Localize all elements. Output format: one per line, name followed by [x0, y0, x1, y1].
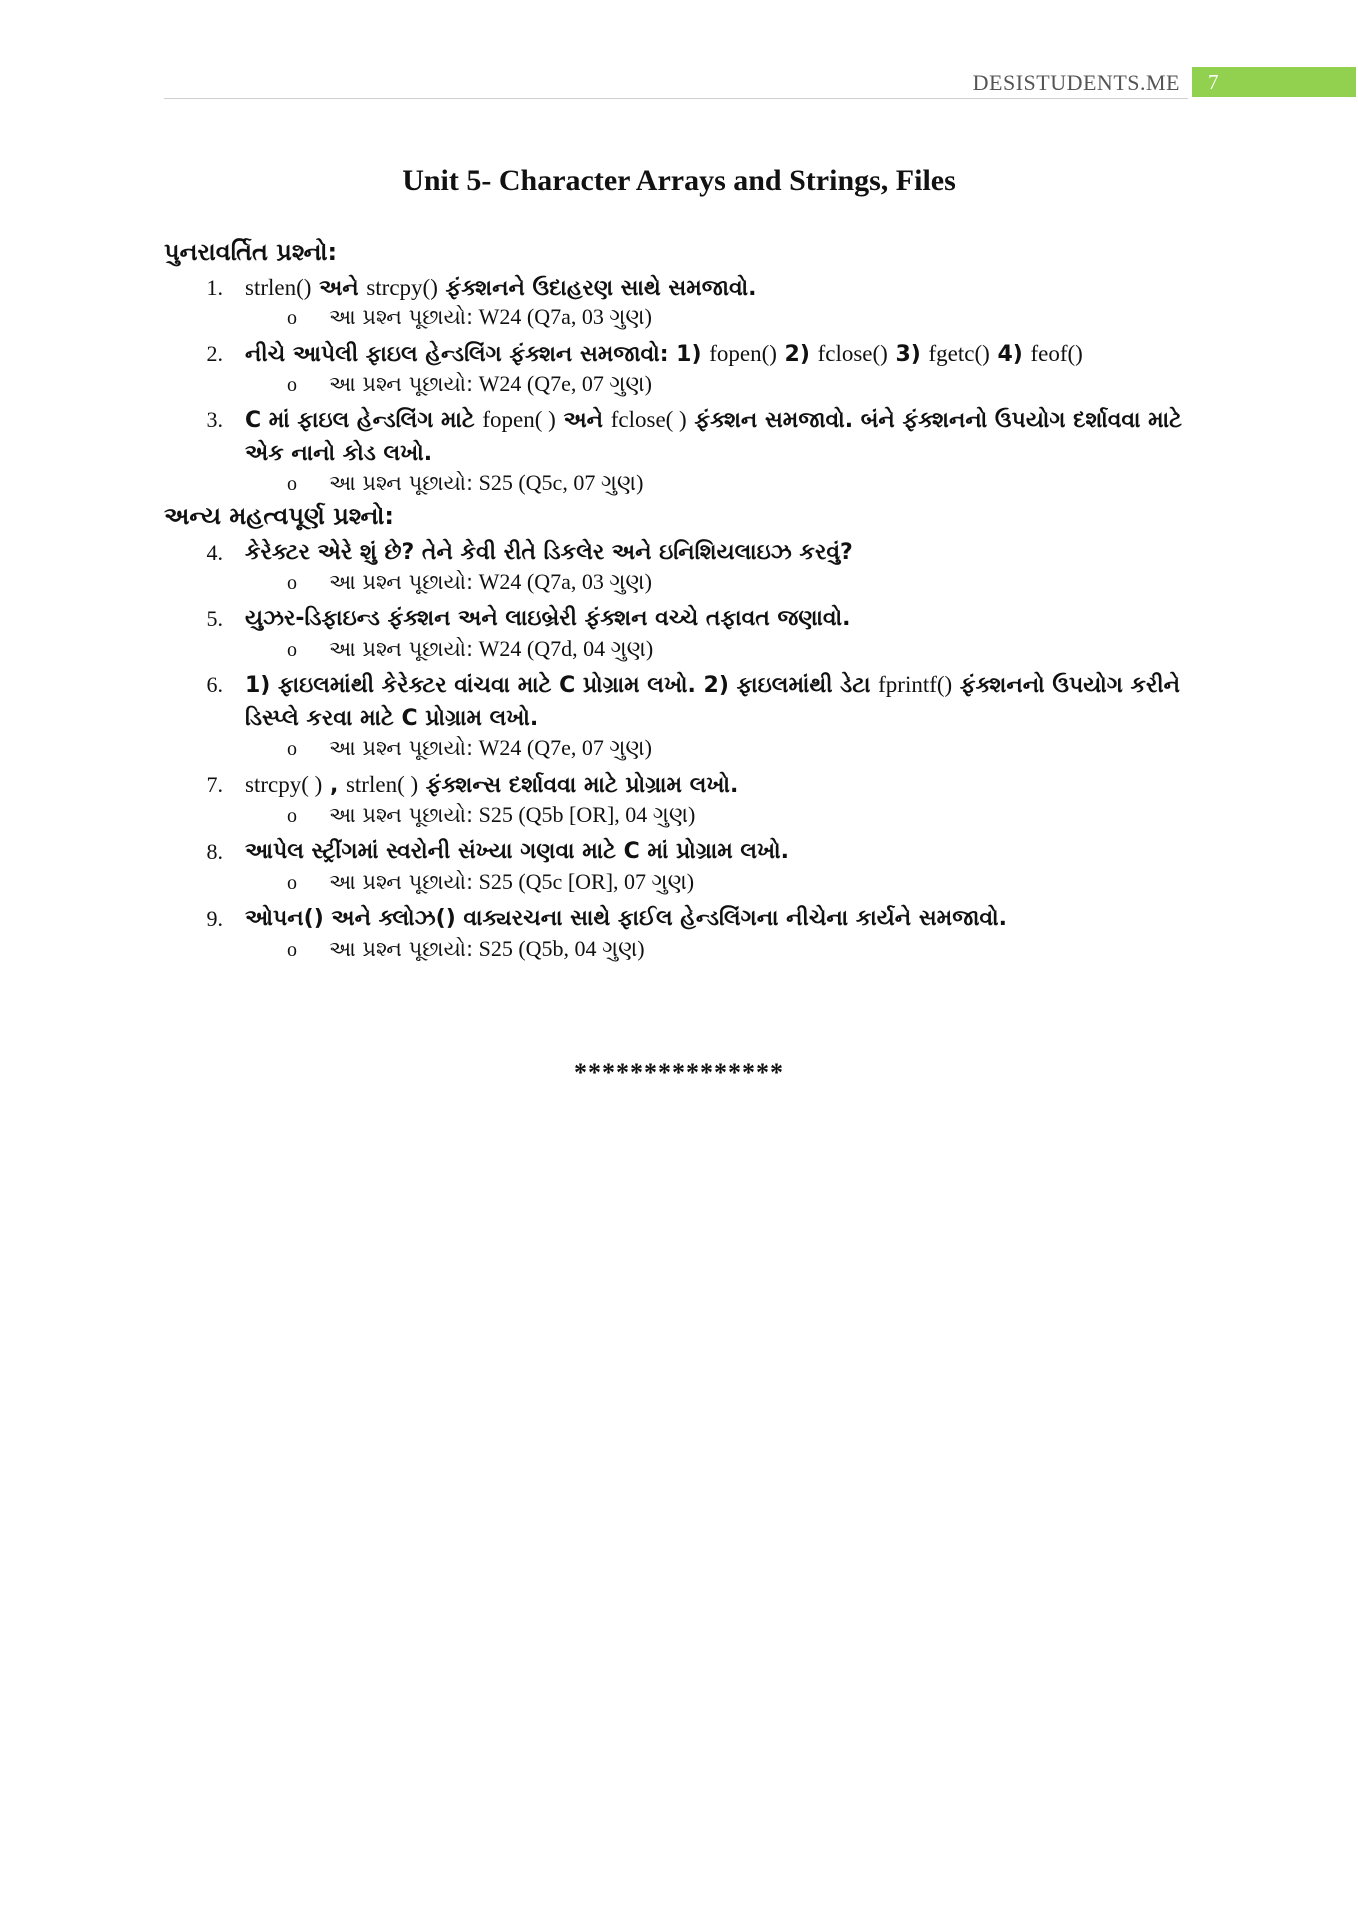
code-token: strcpy() [366, 275, 438, 300]
asked-info-8 [287, 869, 694, 895]
asked-detail: W24 (Q7a, 03 ગુણ) [478, 304, 652, 329]
question-text-segment: ફંક્શનનો ઉપયોગ કરીને ડિસ્પ્લે કરવા માટે C પ્રોગ્રામ લખો. [245, 673, 1181, 731]
question-text [245, 768, 1185, 802]
question-7 [205, 768, 1205, 802]
question-text-segment: યુઝર-ડિફાઇન્ડ ફંક્શન અને લાઇબ્રેરી ફંક્શન વચ્ચે તફાવત જણાવો. [245, 606, 851, 631]
code-token: strcpy( ) [245, 772, 323, 797]
asked-info-6 [287, 735, 652, 761]
bullet: o [287, 473, 297, 495]
question-text-segment: ફંક્શન્સ દર્શાવવા માટે પ્રોગ્રામ લખો. [418, 773, 739, 798]
question-number: 9. [206, 906, 223, 931]
section-heading-repeated: પુનરાવર્તિત પ્રશ્નો: [164, 238, 338, 266]
code-token: fclose( ) [610, 407, 687, 432]
end-divider: *************** [574, 1058, 784, 1087]
question-text-segment: 1) ફાઇલમાંથી કેરેક્ટર વાંચવા માટે C પ્રોગ્રામ લખો. 2) ફાઇલમાંથી ડેટા [245, 673, 879, 698]
question-number: 4. [206, 540, 223, 565]
question-2 [205, 337, 1205, 371]
question-text-segment: આપેલ સ્ટ્રીંગમાં સ્વરોની સંખ્યા ગણવા માટે C માં પ્રોગ્રામ લખો. [245, 839, 789, 864]
question-text-segment: ફંક્શનને ઉદાહરણ સાથે સમજાવો. [437, 276, 757, 301]
bullet: o [287, 307, 297, 329]
asked-prefix: આ પ્રશ્ન પૂછાયો: [329, 937, 474, 961]
bullet: o [287, 572, 297, 594]
asked-detail: W24 (Q7d, 04 ગુણ) [478, 636, 654, 661]
asked-detail: S25 (Q5c [OR], 07 ગુણ) [478, 869, 695, 894]
code-token: fopen() [709, 341, 777, 366]
asked-prefix: આ પ્રશ્ન પૂછાયો: [329, 637, 474, 661]
asked-prefix: આ પ્રશ્ન પૂછાયો: [329, 570, 474, 594]
question-text-segment: 4) [989, 342, 1031, 367]
question-text [245, 536, 1185, 569]
question-3 [205, 403, 1205, 470]
bullet: o [287, 738, 297, 760]
asked-detail: W24 (Q7a, 03 ગુણ) [478, 569, 652, 594]
asked-prefix: આ પ્રશ્ન પૂછાયો: [329, 305, 474, 329]
asked-detail: S25 (Q5c, 07 ગુણ) [478, 470, 644, 495]
question-number: 2. [206, 341, 223, 366]
question-1 [205, 271, 1205, 305]
question-text [245, 835, 1185, 868]
question-number: 5. [206, 606, 223, 631]
asked-detail: W24 (Q7e, 07 ગુણ) [478, 371, 652, 396]
asked-info-7 [287, 802, 695, 828]
question-text [245, 271, 1185, 305]
question-number: 6. [206, 672, 223, 697]
asked-prefix: આ પ્રશ્ન પૂછાયો: [329, 372, 474, 396]
section-heading-other: અન્ય મહત્વપૂર્ણ પ્રશ્નો: [164, 502, 394, 530]
question-8 [205, 835, 1205, 868]
bullet: o [287, 872, 297, 894]
code-token: strlen() [245, 275, 312, 300]
question-text-segment: નીચે આપેલી ફાઇલ હેન્ડલિંગ ફંક્શન સમજાવો: 1) [245, 342, 710, 367]
question-4 [205, 536, 1205, 569]
question-5 [205, 602, 1205, 635]
question-9 [205, 902, 1205, 935]
asked-detail: S25 (Q5b [OR], 04 ગુણ) [478, 802, 696, 827]
site-name: DESISTUDENTS.ME [972, 70, 1180, 95]
code-token: fclose() [817, 341, 888, 366]
bullet: o [287, 374, 297, 396]
question-text-segment: 2) [776, 342, 818, 367]
question-number: 3. [206, 407, 223, 432]
question-text-segment: અને [311, 276, 367, 301]
question-text [245, 668, 1185, 735]
asked-prefix: આ પ્રશ્ન પૂછાયો: [329, 736, 474, 760]
question-text-segment: , [322, 773, 346, 798]
asked-prefix: આ પ્રશ્ન પૂછાયો: [329, 803, 474, 827]
bullet: o [287, 639, 297, 661]
asked-prefix: આ પ્રશ્ન પૂછાયો: [329, 471, 474, 495]
code-token: fgetc() [928, 341, 990, 366]
page-title: Unit 5- Character Arrays and Strings, Files [402, 164, 956, 197]
asked-info-9 [287, 936, 645, 962]
asked-info-1 [287, 304, 652, 330]
question-text [245, 337, 1185, 371]
bullet: o [287, 939, 297, 961]
question-text [245, 403, 1185, 470]
question-text [245, 902, 1185, 935]
question-number: 7. [206, 772, 223, 797]
asked-info-3 [287, 470, 643, 496]
asked-detail: S25 (Q5b, 04 ગુણ) [478, 936, 645, 961]
question-text-segment: ઓપન() અને ક્લોઝ() વાક્યરચના સાથે ફાઈલ હેન્ડલિંગના નીચેના કાર્યને સમજાવો. [245, 906, 1007, 931]
question-text-segment: 3) [887, 342, 929, 367]
code-token: strlen( ) [345, 772, 419, 797]
page-number-badge: 7 [1192, 67, 1356, 97]
question-number: 1. [206, 275, 223, 300]
question-text-segment: કેરેક્ટર એરે શું છે? તેને કેવી રીતે ડિકલેર અને ઇનિશિયલાઇઝ કરવું? [245, 540, 853, 565]
asked-info-2 [287, 371, 652, 397]
question-6 [205, 668, 1205, 735]
code-token: fprintf() [878, 672, 953, 697]
asked-detail: W24 (Q7e, 07 ગુણ) [478, 735, 652, 760]
code-token: fopen( ) [482, 407, 556, 432]
question-text-segment: ફંક્શન સમજાવો. બંને ફંક્શનનો ઉપયોગ દર્શાવવા માટે એક નાનો કોડ લખો. [245, 408, 1182, 466]
header-rule [164, 98, 1188, 99]
asked-info-4 [287, 569, 652, 595]
question-text-segment: અને [555, 408, 611, 433]
question-number: 8. [206, 839, 223, 864]
bullet: o [287, 805, 297, 827]
asked-prefix: આ પ્રશ્ન પૂછાયો: [329, 870, 474, 894]
question-text-segment: C માં ફાઇલ હેન્ડલિંગ માટે [245, 408, 483, 433]
question-text [245, 602, 1185, 635]
asked-info-5 [287, 636, 653, 662]
code-token: feof() [1030, 341, 1083, 366]
